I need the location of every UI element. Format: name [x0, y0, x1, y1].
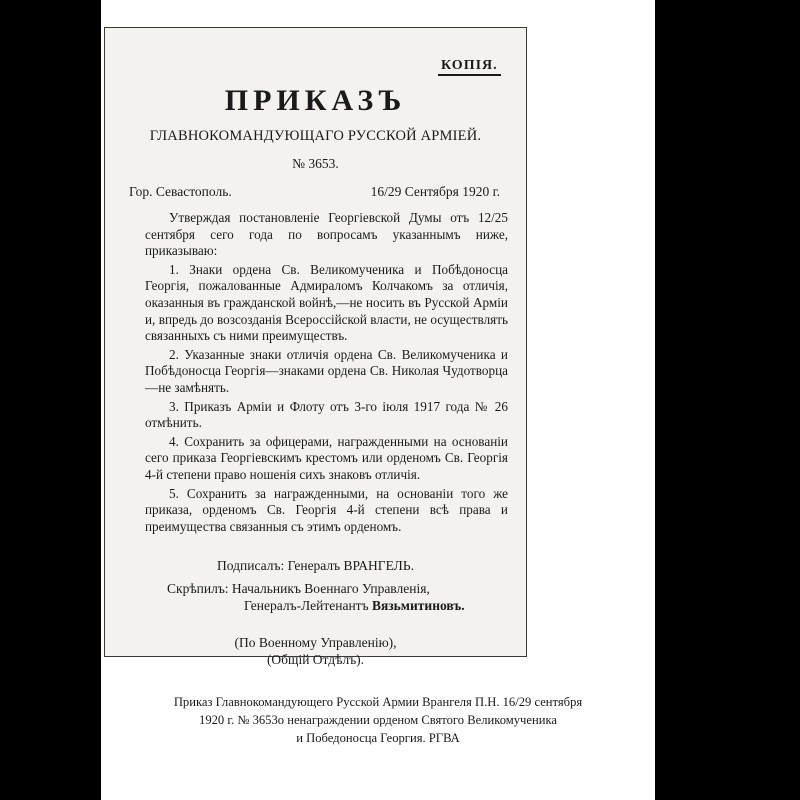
- preamble: Утверждая постановленіе Георгіевской Думы отъ 12/25 сентября сего года по вопросамъ указаннымъ ниже, приказываю:: [145, 210, 508, 259]
- place: Гор. Севастополь.: [129, 184, 232, 199]
- department-line-1: (По Военному Управленію),: [234, 635, 397, 650]
- order-item-2: 2. Указанные знаки отличія ордена Св. Великомученика и Побѣдоносца Георгія—знаками ордена Св. Николая Чудотворца—не замѣнять.: [145, 346, 508, 395]
- document-subtitle: ГЛАВНОКОМАНДУЮЩАГО РУССКОЙ АРМІЕЙ.: [149, 128, 482, 144]
- countersignature: [167, 580, 465, 614]
- order-item-5: 5. Сохранить за награжденными, на основаніи того же приказа, орденомъ Св. Георгія 4-й степени всѣ права и преимущества связанныя съ этимъ орденомъ.: [145, 485, 508, 534]
- order-item-4: 4. Сохранить за офицерами, награжденными на основаніи сего приказа Георгіевскимъ крестомъ или орденомъ Св. Георгія 4-й степени право ношенія сихъ знаковъ отличія.: [145, 433, 508, 482]
- order-item-1: 1. Знаки ордена Св. Великомученика и Побѣдоносца Георгія, пожалованные Адмираломъ Колчакомъ за отличія, оказанныя въ гражданской войнѣ,—не носить въ Русской Арміи и, впредь до возсозданія Всероссійской власти, не осуществлять связанныхъ съ ними преимуществъ.: [145, 261, 508, 344]
- department-line-2: (Общій Отдѣлъ).: [266, 652, 365, 667]
- caption-line-1: Приказ Главнокомандующего Русской Армии Врангеля П.Н. 16/29 сентября: [173, 695, 583, 709]
- department-note: [105, 634, 526, 668]
- countersign-name: Вязьмитиновъ.: [371, 598, 465, 613]
- countersign-line-2: [167, 597, 465, 614]
- date: 16/29 Сентября 1920 г.: [370, 184, 500, 199]
- countersign-rank: Генералъ-Лейтенантъ: [244, 598, 372, 613]
- caption-line-3: и Победоносца Георгия. РГВА: [296, 731, 460, 745]
- order-number: № 3653.: [292, 156, 339, 171]
- document-scan: [104, 27, 527, 667]
- caption-line-2: 1920 г. № 3653о ненаграждении орденом Святого Великомученика: [199, 713, 557, 727]
- order-item-3: 3. Приказъ Арміи и Флоту отъ 3-го іюля 1917 года № 26 отмѣнить.: [145, 398, 508, 431]
- place-date-line: [129, 184, 506, 200]
- copy-stamp: КОПІЯ.: [438, 58, 501, 76]
- order-body: [145, 210, 508, 535]
- signature-line: Подписалъ: Генералъ ВРАНГЕЛЬ.: [217, 558, 414, 573]
- figure-caption: [101, 693, 655, 747]
- countersign-line-1: Скрѣпилъ: Начальникъ Военнаго Управленія,: [167, 581, 430, 596]
- document-title: ПРИКАЗЪ: [224, 84, 407, 117]
